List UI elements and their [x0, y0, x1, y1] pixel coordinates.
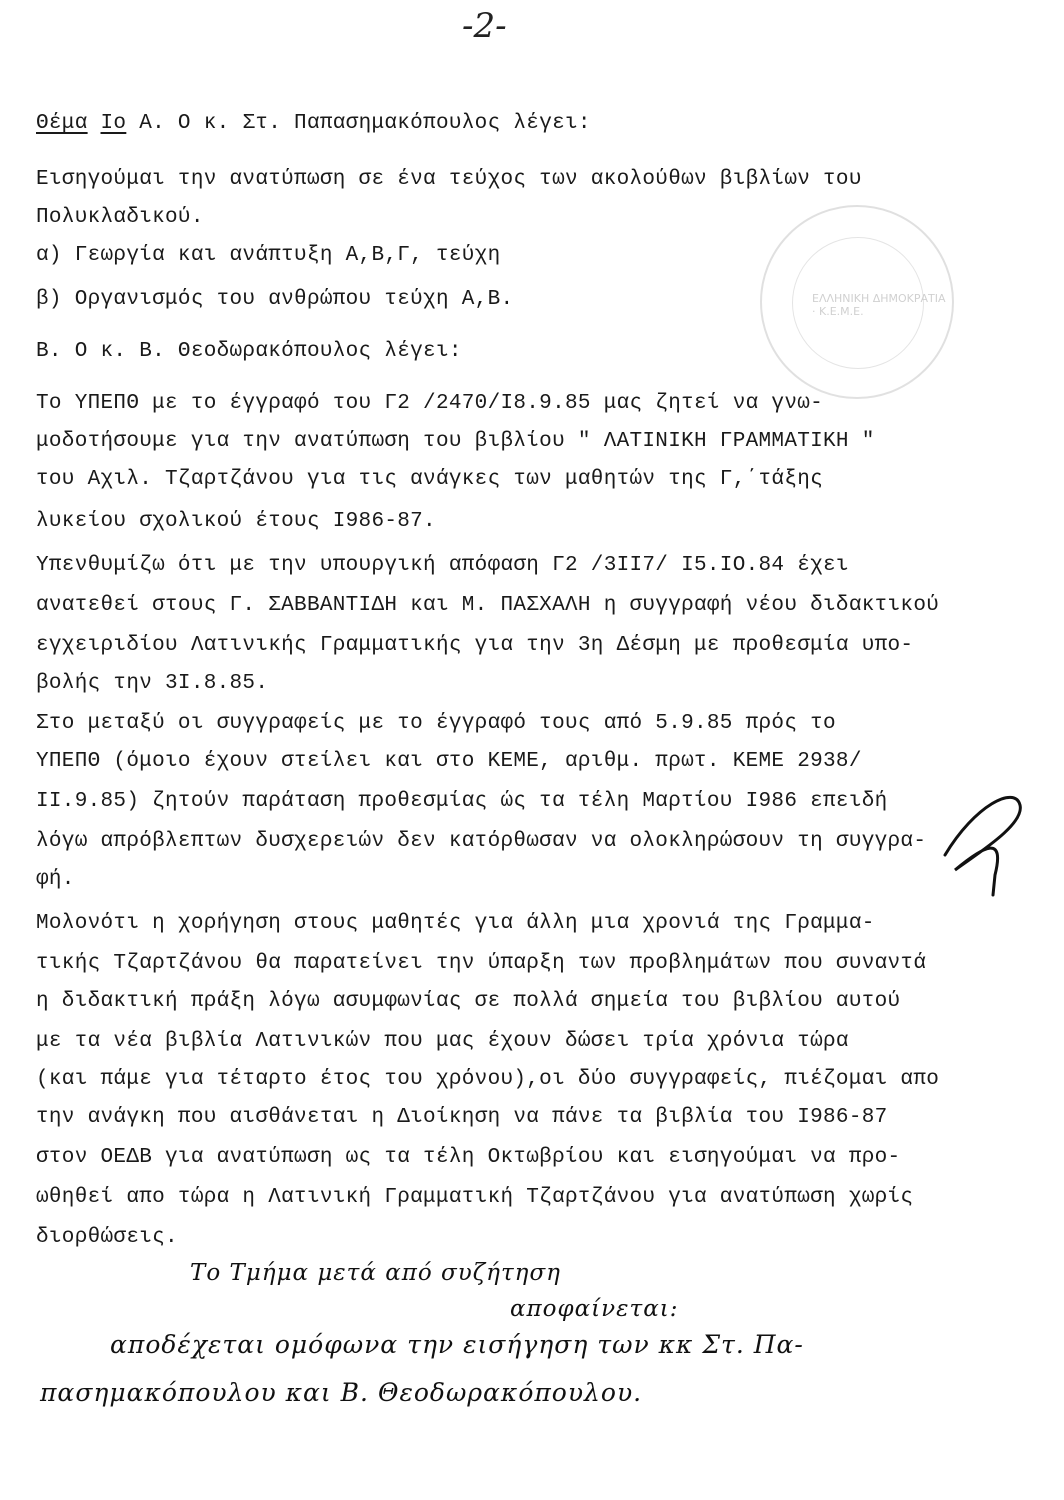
handwritten-decision-line: Το Τμήμα μετά από συζήτηση: [190, 1260, 561, 1286]
body-line: διορθώσεις.: [36, 1226, 178, 1249]
body-line: Πολυκλαδικού.: [36, 206, 204, 229]
body-line: φή.: [36, 868, 75, 891]
body-line: μοδοτήσουμε για την ανατύπωση του βιβλίου " ΛΑΤΙΝΙΚΗ ΓΡΑΜΜΑΤΙΚΗ ": [36, 430, 875, 453]
body-line: Το ΥΠΕΠΘ με το έγγραφό του Γ2 /2470/Ι8.9.85 μας ζητεί να γνω-: [36, 392, 824, 415]
body-line: Εισηγούμαι την ανατύπωση σε ένα τεύχος των ακολούθων βιβλίων του: [36, 168, 862, 191]
handwritten-decision-line: αποδέχεται ομόφωνα την εισήγηση των κκ Στ. Πα-: [110, 1330, 804, 1359]
body-line: βολής την 3Ι.8.85.: [36, 672, 269, 695]
heading-theme-number: Ιο: [100, 112, 127, 135]
body-line: Στο μεταξύ οι συγγραφείς με το έγγραφό τους από 5.9.85 πρός το: [36, 712, 836, 735]
body-line: ΥΠΕΠΘ (όμοιο έχουν στείλει και στο ΚΕΜΕ, αριθμ. πρωτ. ΚΕΜΕ 2938/: [36, 750, 862, 773]
body-line: ανατεθεί στους Γ. ΣΑΒΒΑΝΤΙΔΗ και Μ. ΠΑΣΧΑΛΗ η συγγραφή νέου διδακτικού: [36, 594, 940, 617]
body-line: λυκείου σχολικού έτους Ι986-87.: [36, 510, 436, 533]
body-line: Μολονότι η χορήγηση στους μαθητές για άλλη μια χρονιά της Γραμμα-: [36, 912, 875, 935]
official-seal: [760, 205, 954, 399]
body-line: εγχειριδίου Λατινικής Γραμματικής για την 3η Δέσμη με προθεσμία υπο-: [36, 634, 914, 657]
body-line: τικής Τζαρτζάνου θα παρατείνει την ύπαρξη των προβλημάτων που συναντά: [36, 952, 927, 975]
body-line: λόγω απρόβλεπτων δυσχερειών δεν κατόρθωσαν να ολοκληρώσουν τη συγγρα-: [36, 830, 927, 853]
handwritten-decision-line: αποφαίνεται:: [510, 1296, 679, 1322]
body-line: β) Οργανισμός του ανθρώπου τεύχη Α,Β.: [36, 288, 514, 311]
body-line: του Αχιλ. Τζαρτζάνου για τις ανάγκες των μαθητών της Γ,΄τάξης: [36, 468, 824, 491]
body-line: Υπενθυμίζω ότι με την υπουργική απόφαση Γ2 /3ΙΙ7/ Ι5.ΙΟ.84 έχει: [36, 554, 849, 577]
heading-theme-label: Θέμα: [36, 112, 88, 135]
heading-rest: Α. Ο κ. Στ. Παπασημακόπουλος λέγει:: [126, 112, 591, 135]
body-line: ωθηθεί απο τώρα η Λατινική Γραμματική Τζαρτζάνου για ανατύπωση χωρίς: [36, 1186, 914, 1209]
seal-text: ΕΛΛΗΝΙΚΗ ΔΗΜΟΚΡΑΤΙΑ · Κ.Ε.Μ.Ε.: [812, 292, 946, 318]
body-line: (και πάμε για τέταρτο έτος του χρόνου),οι δύο συγγραφείς, πιέζομαι απο: [36, 1068, 940, 1091]
handwritten-decision-line: πασημακόπουλου και Β. Θεοδωρακόπουλου.: [40, 1378, 643, 1407]
body-line: η διδακτική πράξη λόγω ασυμφωνίας σε πολλά σημεία του βιβλίου αυτού: [36, 990, 901, 1013]
body-line: ΙΙ.9.85) ζητούν παράταση προθεσμίας ώς τα τέλη Μαρτίου Ι986 επειδή: [36, 790, 888, 813]
body-line: με τα νέα βιβλία Λατινικών που μας έχουν δώσει τρία χρόνια τώρα: [36, 1030, 849, 1053]
body-line: την ανάγκη που αισθάνεται η Διοίκηση να πάνε τα βιβλία του Ι986-87: [36, 1106, 888, 1129]
body-line: στον ΟΕΔΒ για ανατύπωση ως τα τέλη Οκτωβρίου και εισηγούμαι να προ-: [36, 1146, 901, 1169]
body-line: α) Γεωργία και ανάπτυξη Α,Β,Γ, τεύχη: [36, 244, 501, 267]
heading-line-1: [36, 112, 591, 135]
section-b-heading: Β. Ο κ. Β. Θεοδωρακόπουλος λέγει:: [36, 340, 462, 363]
page-number: -2-: [462, 6, 507, 46]
margin-signature: [935, 785, 1035, 905]
